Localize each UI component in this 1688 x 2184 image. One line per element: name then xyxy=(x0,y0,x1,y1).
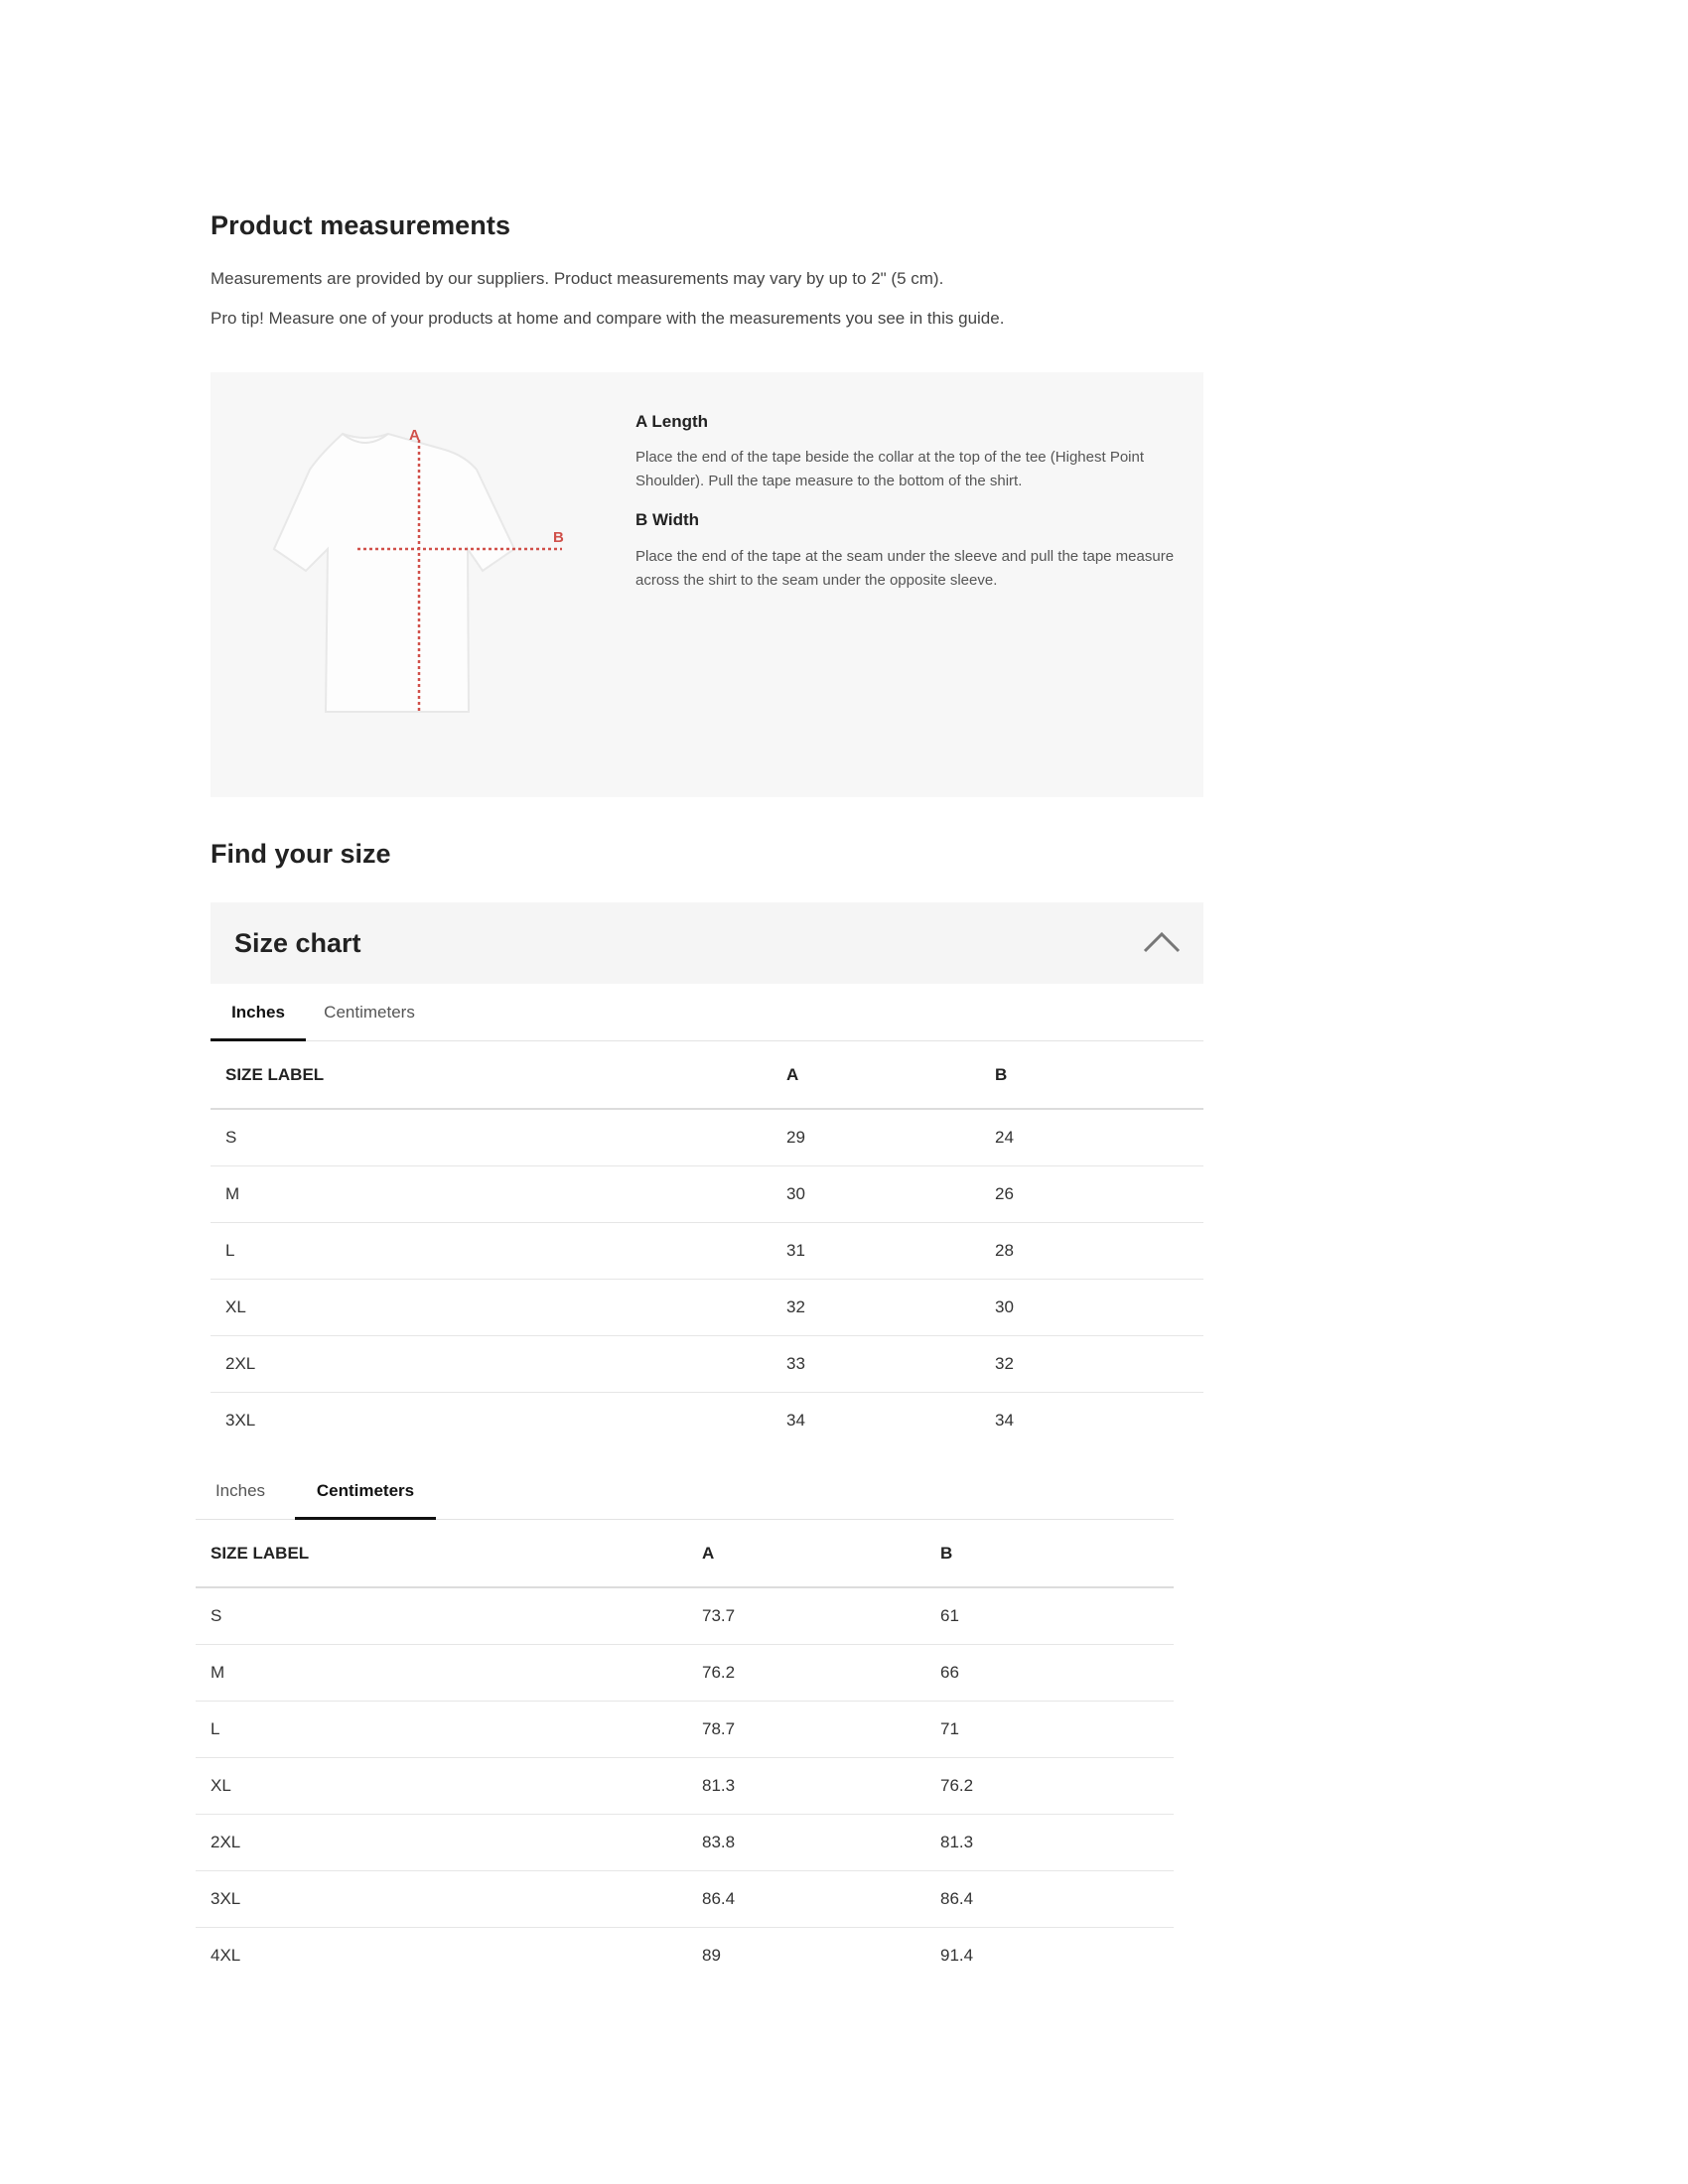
column-header-a: A xyxy=(702,1521,940,1587)
table-row xyxy=(211,1166,1203,1223)
table-row xyxy=(211,1109,1203,1166)
tab-centimeters[interactable]: Centimeters xyxy=(295,1463,436,1519)
measure-b-cell: 76.2 xyxy=(940,1758,1174,1815)
table-header-row xyxy=(196,1521,1174,1587)
size-label-cell: L xyxy=(196,1702,702,1758)
measure-a-cell: 73.7 xyxy=(702,1587,940,1645)
size-chart-title: Size chart xyxy=(234,928,361,958)
column-header-b: B xyxy=(995,1042,1203,1109)
measure-a-cell: 31 xyxy=(786,1223,995,1280)
measure-b-cell: 24 xyxy=(995,1109,1203,1166)
measurements-intro: Measurements are provided by our suppliers. Product measurements may vary by up to 2" (5 cm). xyxy=(211,269,944,288)
measurements-pro-tip: Pro tip! Measure one of your products at home and compare with the measurements you see in this guide. xyxy=(211,309,1005,328)
measure-b-cell: 26 xyxy=(995,1166,1203,1223)
measure-b-cell: 28 xyxy=(995,1223,1203,1280)
size-chart-accordion[interactable] xyxy=(211,902,1203,984)
tab-inches[interactable]: Inches xyxy=(214,1481,266,1500)
size-label-cell: 3XL xyxy=(196,1871,702,1928)
measurement-panel xyxy=(211,372,1203,797)
table-row xyxy=(211,1280,1203,1336)
column-header-size-label: SIZE LABEL xyxy=(211,1042,786,1109)
table-row xyxy=(196,1871,1174,1928)
measure-b-cell: 30 xyxy=(995,1280,1203,1336)
size-label-cell: 3XL xyxy=(225,1411,256,1430)
diagram-label-b: B xyxy=(553,529,564,546)
find-size-title: Find your size xyxy=(211,839,391,869)
table-header-row xyxy=(211,1042,1203,1109)
size-label-cell: 2XL xyxy=(211,1336,786,1393)
size-label-cell: L xyxy=(211,1223,786,1280)
table-row xyxy=(196,1758,1174,1815)
measure-b-cell: 32 xyxy=(995,1336,1203,1393)
table-row xyxy=(211,1336,1203,1393)
measure-a-cell: 76.2 xyxy=(702,1645,940,1702)
size-label-cell: XL xyxy=(211,1280,786,1336)
measure-a-cell: 30 xyxy=(786,1166,995,1223)
measure-b-cell: 66 xyxy=(940,1645,1174,1702)
table-row xyxy=(211,1393,1203,1449)
size-label-cell: M xyxy=(196,1645,702,1702)
measurement-instructions xyxy=(635,412,1177,593)
table-row xyxy=(196,1815,1174,1871)
measure-b-cell: 91.4 xyxy=(940,1946,974,1965)
length-heading: A Length xyxy=(635,412,709,431)
measure-a-cell: 29 xyxy=(786,1109,995,1166)
width-heading: B Width xyxy=(635,510,700,529)
measure-b-cell: 81.3 xyxy=(940,1815,1174,1871)
column-header-b: B xyxy=(940,1521,1174,1587)
measure-a-cell: 33 xyxy=(786,1336,995,1393)
diagram-label-a: A xyxy=(409,427,420,444)
column-header-a: A xyxy=(786,1042,995,1109)
measure-a-cell: 83.8 xyxy=(702,1815,940,1871)
size-label-cell: XL xyxy=(196,1758,702,1815)
tshirt-outline xyxy=(274,434,514,712)
measure-a-cell: 81.3 xyxy=(702,1758,940,1815)
table-row xyxy=(196,1928,1174,1984)
size-label-cell: S xyxy=(211,1109,786,1166)
chevron-up-icon[interactable] xyxy=(1142,927,1182,957)
column-header-size-label: SIZE LABEL xyxy=(196,1521,702,1587)
tab-centimeters[interactable]: Centimeters xyxy=(324,1003,415,1022)
measure-b-cell: 61 xyxy=(940,1587,1174,1645)
tab-inches[interactable]: Inches xyxy=(211,985,306,1040)
size-table-centimeters xyxy=(196,1521,1174,1983)
width-description: Place the end of the tape at the seam under the sleeve and pull the tape measure across the shirt to the seam under the opposite sleeve. xyxy=(635,548,1175,589)
measure-a-cell: 86.4 xyxy=(702,1871,940,1928)
unit-tabs-inches-chart xyxy=(211,985,1203,1041)
measure-b-cell: 71 xyxy=(940,1702,1174,1758)
measure-a-cell: 34 xyxy=(786,1411,805,1430)
table-row xyxy=(196,1645,1174,1702)
size-label-cell: 4XL xyxy=(211,1946,241,1965)
size-table-inches xyxy=(211,1042,1203,1448)
size-label-cell: S xyxy=(196,1587,702,1645)
measure-a-cell: 78.7 xyxy=(702,1702,940,1758)
table-row xyxy=(211,1223,1203,1280)
table-row xyxy=(196,1702,1174,1758)
table-row xyxy=(196,1587,1174,1645)
measure-b-cell: 86.4 xyxy=(940,1871,1174,1928)
unit-tabs-cm-chart xyxy=(196,1463,1174,1520)
size-label-cell: M xyxy=(211,1166,786,1223)
measure-a-cell: 89 xyxy=(702,1946,721,1965)
size-label-cell: 2XL xyxy=(196,1815,702,1871)
measurements-title: Product measurements xyxy=(211,210,511,240)
length-description: Place the end of the tape beside the collar at the top of the tee (Highest Point Shoulder). Pull the tape measure to the bottom of the shirt. xyxy=(635,449,1145,489)
measure-a-cell: 32 xyxy=(786,1280,995,1336)
tshirt-diagram xyxy=(246,422,574,720)
measure-b-cell: 34 xyxy=(995,1411,1014,1430)
